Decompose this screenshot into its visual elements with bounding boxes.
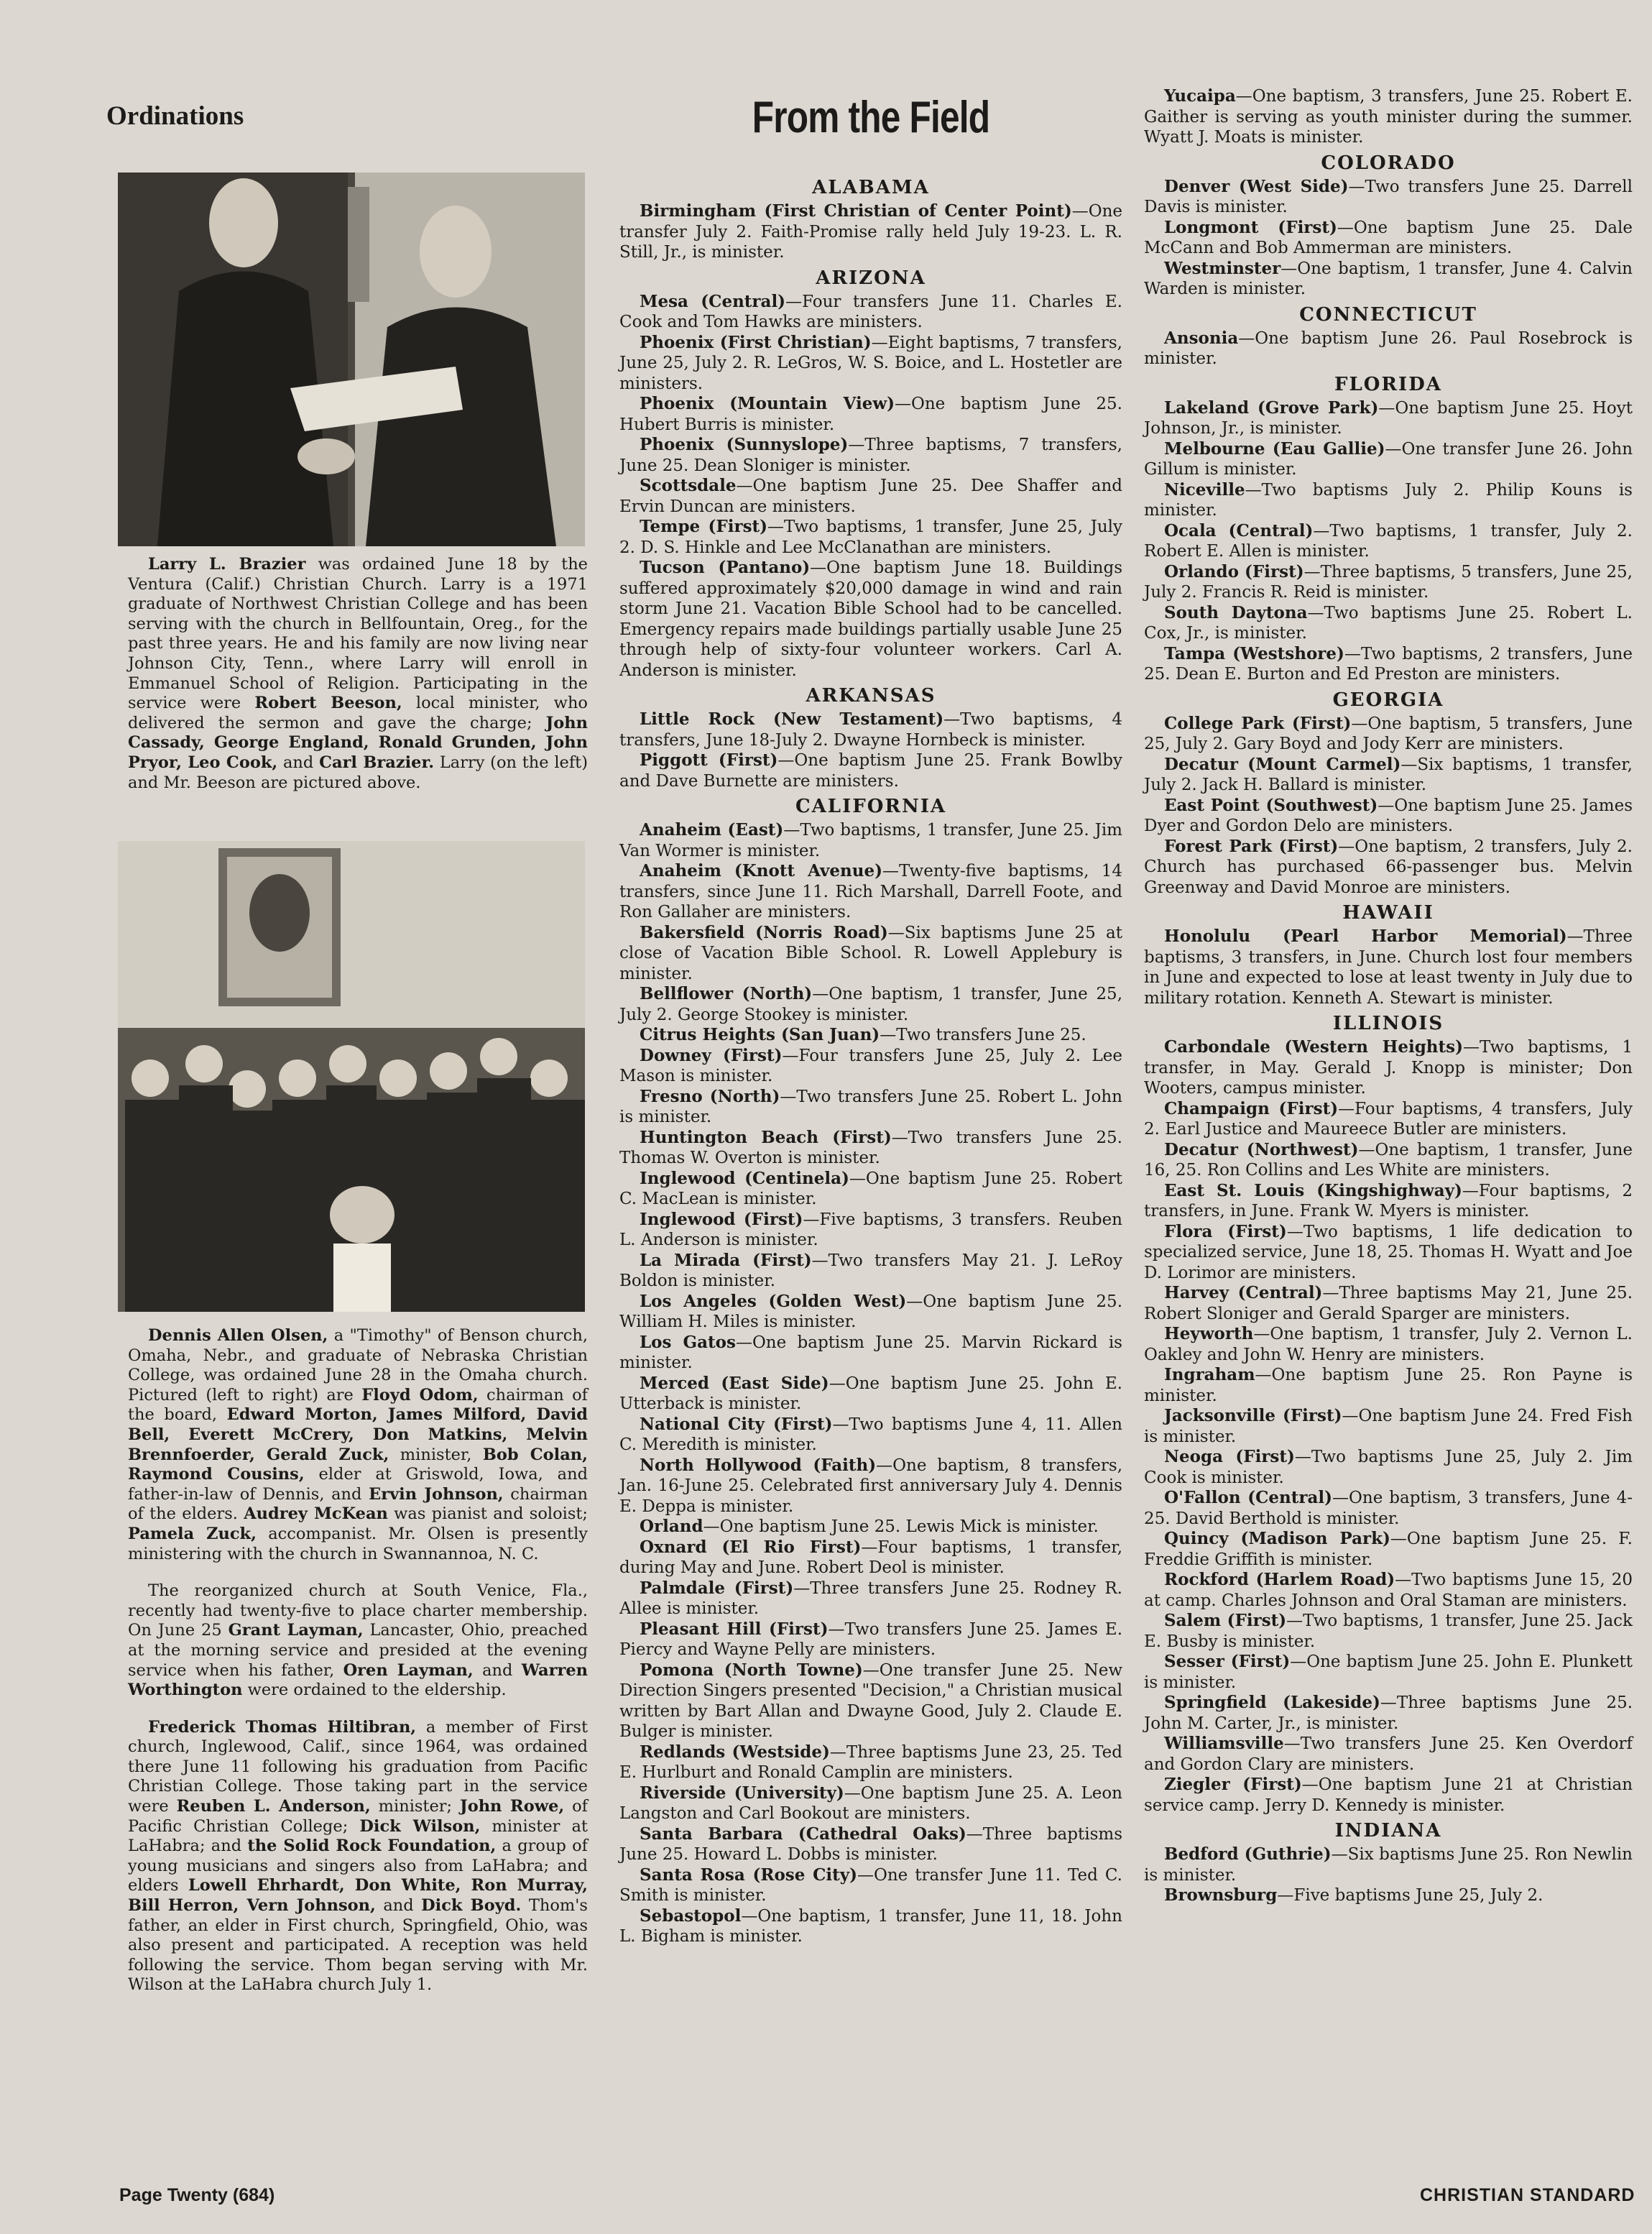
report-text: One baptism June 18. Buildings suffered approximately $20,000 damage in wind and rain storm June 21. Vacation Bible School had to be cancelled. Emergency repairs made buildings partially usable June 25 through help of sixty-four volunteer workers. Carl A. Anderson is minister. xyxy=(619,558,1122,680)
ordinations-heading: Ordinations xyxy=(106,101,244,131)
church-name: Neoga (First) xyxy=(1164,1447,1295,1466)
church-name: Los Angeles (Golden West) xyxy=(640,1291,907,1311)
church-report: Jacksonville (First)—One baptism June 24. Fred Fish is minister. xyxy=(1144,1406,1633,1446)
text-run: of Pacific Christian College; xyxy=(128,1797,589,1836)
report-text: One baptism, 1 transfer, July 2. Vernon L. Oakley and John W. Henry are ministers. xyxy=(1144,1325,1633,1364)
church-report: Oxnard (El Rio First)—Four baptisms, 1 transfer, during May and June. Robert Deol is minister. xyxy=(619,1537,1123,1577)
report-text: Three transfers June 25. Rodney R. Allee is minister. xyxy=(619,1578,1122,1618)
report-text: One baptism June 25. James Dyer and Gordon Delo are ministers. xyxy=(1144,796,1633,835)
church-name: Salem (First) xyxy=(1164,1611,1287,1630)
caption-brazier-text xyxy=(128,555,588,793)
church-name: Harvey (Central) xyxy=(1164,1283,1323,1302)
report-text: Two baptisms, 1 transfer, July 2. Robert E. Allen is minister. xyxy=(1144,521,1633,561)
church-name: Riverside (University) xyxy=(640,1783,844,1803)
church-report: Palmdale (First)—Three transfers June 25. Rodney R. Allee is minister. xyxy=(619,1578,1122,1618)
church-report: Pomona (North Towne)—One transfer June 25. New Direction Singers presented "Decision," a Christian musical written by Bart Allan and Dwayne Good, July 2. Claude E. Bulger is minister. xyxy=(619,1660,1123,1741)
church-report: Flora (First)—Two baptisms, 1 life dedication to specialized service, June 18, 25. Thomas H. Wyatt and Joe D. Lorimor are ministers. xyxy=(1144,1221,1633,1282)
church-report: Phoenix (First Christian)—Eight baptisms, 7 transfers, June 25, July 2. R. LeGros, W. S. Boice, and L. Hostetler are ministers. xyxy=(619,332,1122,393)
church-name: Longmont (First) xyxy=(1164,217,1337,237)
church-report: Harvey (Central)—Three baptisms May 21, June 25. Robert Sloniger and Gerald Sparger are ministers. xyxy=(1144,1283,1633,1323)
report-text: One transfer June 26. John Gillum is minister. xyxy=(1144,439,1633,479)
text-run: and xyxy=(473,1660,522,1680)
church-name: Little Rock (New Testament) xyxy=(640,709,944,729)
report-text: One baptism June 25. F. Freddie Griffith is minister. xyxy=(1144,1530,1633,1569)
church-report: Santa Barbara (Cathedral Oaks)—Three baptisms June 25. Howard L. Dobbs is minister. xyxy=(619,1824,1122,1864)
bold-name: the Solid Rock Foundation, xyxy=(247,1837,497,1856)
church-report: Inglewood (Centinela)—One baptism June 25. Robert C. MacLean is minister. xyxy=(619,1168,1122,1208)
church-name: Bedford (Guthrie) xyxy=(1164,1844,1332,1864)
report-text: One baptism June 25. Lewis Mick is minister. xyxy=(719,1517,1099,1536)
church-report: Neoga (First)—Two baptisms June 25, July 2. Jim Cook is minister. xyxy=(1144,1447,1633,1487)
report-text: Three baptisms June 25. Howard L. Dobbs is minister. xyxy=(619,1824,1122,1864)
report-text: One baptism June 26. Paul Rosebrock is minister. xyxy=(1144,328,1633,368)
church-name: Tucson (Pantano) xyxy=(640,558,811,577)
report-text: Two baptisms, 2 transfers, June 25. Dean E. Burton and Ed Preston are ministers. xyxy=(1144,644,1633,684)
report-text: Two transfers June 25. James E. Piercy and Wayne Pelly are ministers. xyxy=(619,1619,1123,1659)
report-text: Two transfers June 25. Ken Overdorf and Gordon Clary are ministers. xyxy=(1144,1734,1633,1774)
church-report: Tucson (Pantano)—One baptism June 18. Buildings suffered approximately $20,000 damage in wind and rain storm June 21. Vacation Bible School had to be cancelled. Emergency repairs made buildings partially usable June 25 through help of sixty-four volunteer workers. Carl A. Anderson is minister. xyxy=(619,558,1122,680)
report-text: Four transfers June 25, July 2. Lee Mason is minister. xyxy=(619,1046,1122,1085)
church-name: Bakersfield (Norris Road) xyxy=(640,922,888,942)
church-name: Bellflower (North) xyxy=(640,984,813,1003)
church-report: Pleasant Hill (First)—Two transfers June 25. James E. Piercy and Wayne Pelly are ministers. xyxy=(619,1619,1123,1659)
photo-olsen-image xyxy=(118,841,585,1312)
report-text: Four baptisms, 1 transfer, during May and June. Robert Deol is minister. xyxy=(619,1537,1123,1577)
church-report: Longmont (First)—One baptism June 25. Dale McCann and Bob Ammerman are ministers. xyxy=(1144,217,1633,257)
report-text: Four baptisms, 4 transfers, July 2. Earl Justice and Maureece Butler are ministers. xyxy=(1144,1099,1633,1139)
hiltibran-paragraph xyxy=(128,1718,588,1995)
report-text: One baptism, 3 transfers, June 25. Robert E. Gaither is serving as youth minister during the summer. Wyatt J. Moats is minister. xyxy=(1144,87,1633,147)
report-text: Six baptisms June 25 at close of Vacation Bible School. R. Lowell Applebury is minister. xyxy=(619,923,1122,983)
church-report: Westminster—One baptism, 1 transfer, June 4. Calvin Warden is minister. xyxy=(1144,258,1633,298)
church-report: East Point (Southwest)—One baptism June 25. James Dyer and Gordon Delo are ministers. xyxy=(1144,795,1633,835)
bold-name: Reuben L. Anderson, xyxy=(176,1797,371,1816)
church-report: Forest Park (First)—One baptism, 2 transfers, July 2. Church has purchased 66-passenger bus. Melvin Greenway and David Monroe are ministers. xyxy=(1144,836,1633,897)
bold-name: Oren Layman, xyxy=(343,1660,474,1680)
church-name: Palmdale (First) xyxy=(640,1578,794,1598)
report-text: One baptism June 24. Fred Fish is minister. xyxy=(1144,1407,1633,1446)
report-text: Three baptisms May 21, June 25. Robert Sloniger and Gerald Sparger are ministers. xyxy=(1144,1284,1633,1323)
church-name: O'Fallon (Central) xyxy=(1164,1488,1333,1507)
church-name: Mesa (Central) xyxy=(640,291,786,311)
church-report: Brownsburg—Five baptisms June 25, July 2. xyxy=(1164,1885,1543,1905)
state-heading: ILLINOIS xyxy=(1332,1013,1444,1034)
church-name: Scottsdale xyxy=(640,476,737,495)
state-heading: ARIZONA xyxy=(816,267,926,289)
church-report: Bellflower (North)—One baptism, 1 transfer, June 25, July 2. George Stookey is minister. xyxy=(619,984,1123,1024)
church-name: Denver (West Side) xyxy=(1164,176,1349,196)
church-name: Huntington Beach (First) xyxy=(640,1127,892,1147)
church-name: Pleasant Hill (First) xyxy=(640,1619,829,1639)
church-name: Sesser (First) xyxy=(1164,1652,1291,1671)
report-text: Two transfers June 25. Robert L. John is minister. xyxy=(619,1087,1122,1126)
church-report: Citrus Heights (San Juan)—Two transfers June 25. xyxy=(640,1025,1086,1044)
church-name: Decatur (Northwest) xyxy=(1164,1139,1359,1159)
report-text: One baptism June 25. Dee Shaffer and Ervin Duncan are ministers. xyxy=(619,477,1122,516)
church-report: Williamsville—Two transfers June 25. Ken Overdorf and Gordon Clary are ministers. xyxy=(1144,1734,1633,1774)
church-name: Jacksonville (First) xyxy=(1164,1406,1342,1425)
church-name: Niceville xyxy=(1164,479,1245,500)
church-report: Fresno (North)—Two transfers June 25. Robert L. John is minister. xyxy=(619,1086,1122,1126)
report-text: Two baptisms June 25, July 2. Jim Cook is minister. xyxy=(1144,1448,1633,1487)
church-report: Quincy (Madison Park)—One baptism June 25. F. Freddie Griffith is minister. xyxy=(1144,1529,1633,1569)
church-report: Los Gatos—One baptism June 25. Marvin Rickard is minister. xyxy=(619,1332,1122,1372)
text-run: was ordained June 18 by the Ventura (Calif.) Christian Church. Larry is a 1971 graduate of Northwest Christian College and has been serving with the church in Bellfountain, Oreg., for the past three years. He and his family are now living near Johnson City, Tenn., where Larry will enroll in Emmanuel School of Religion. Participating in the service were xyxy=(128,555,588,713)
text-run: minister; xyxy=(370,1797,461,1816)
text-run: and xyxy=(277,753,320,772)
church-report: Orland—One baptism June 25. Lewis Mick is minister. xyxy=(640,1517,1099,1536)
church-report: Redlands (Westside)—Three baptisms June 23, 25. Ted E. Hurlburt and Ronald Camplin are ministers. xyxy=(619,1742,1123,1782)
church-name: Los Gatos xyxy=(640,1332,736,1352)
bold-name: Pamela Zuck, xyxy=(128,1524,257,1543)
church-name: Anaheim (East) xyxy=(640,820,784,840)
report-text: One baptism June 25. John E. Plunkett is minister. xyxy=(1144,1652,1633,1692)
church-report: Downey (First)—Four transfers June 25, July 2. Lee Mason is minister. xyxy=(619,1045,1122,1085)
report-text: Four baptisms, 2 transfers, in June. Frank W. Myers is minister. xyxy=(1144,1181,1633,1221)
caption-olsen xyxy=(128,1326,588,2013)
text-run: Lancaster, Ohio, preached at the morning service and presided at the evening service when his father, xyxy=(128,1621,588,1680)
report-text: Twenty-five baptisms, 14 transfers, since June 11. Rich Marshall, Darrell Foote, and Ron Gallaher are ministers. xyxy=(619,862,1122,921)
church-name: Lakeland (Grove Park) xyxy=(1164,397,1379,418)
church-report: Inglewood (First)—Five baptisms, 3 transfers. Reuben L. Anderson is minister. xyxy=(619,1209,1122,1249)
text-run: local minister, who delivered the sermon and gave the charge; xyxy=(128,694,588,732)
report-text: Three baptisms, 3 transfers, in June. Church lost four members in June and expected to lose at least twenty in July due to military rotation. Kenneth A. Stewart is minister. xyxy=(1144,927,1633,1008)
church-name: Decatur (Mount Carmel) xyxy=(1164,754,1401,774)
church-report: Ingraham—One baptism June 25. Ron Payne is minister. xyxy=(1144,1365,1633,1405)
church-report: Niceville—Two baptisms July 2. Philip Kouns is minister. xyxy=(1144,479,1633,520)
text-run: chairman of the board, xyxy=(128,1385,588,1425)
state-heading: GEORGIA xyxy=(1332,689,1444,711)
text-run: a "Timothy" of Benson church, Omaha, Nebr., and graduate of Nebraska Christian College, was ordained June 28 in the Omaha church. Pictured (left to right) are xyxy=(128,1326,588,1405)
bold-name: John Rowe, xyxy=(460,1797,565,1816)
church-report: Carbondale (Western Heights)—Two baptisms, 1 transfer, in May. Gerald J. Knopp is minister; Don Wooters, campus minister. xyxy=(1144,1037,1633,1098)
bold-name: Ervin Johnson, xyxy=(369,1484,504,1504)
from-the-field-title: From the Field xyxy=(752,93,990,142)
report-text: One baptism, 8 transfers, Jan. 16-June 25. Celebrated first anniversary July 4. Dennis E. Deppa is minister. xyxy=(619,1456,1123,1516)
church-report: Birmingham (First Christian of Center Point)—One transfer July 2. Faith-Promise rally held July 19-23. L. R. Still, Jr., is minister. xyxy=(619,201,1122,262)
church-report: Heyworth—One baptism, 1 transfer, July 2. Vernon L. Oakley and John W. Henry are ministers. xyxy=(1144,1324,1633,1364)
church-report: Tempe (First)—Two baptisms, 1 transfer, June 25, July 2. D. S. Hinkle and Lee McClanathan are ministers. xyxy=(619,517,1122,557)
magazine-name: CHRISTIAN STANDARD xyxy=(1420,2185,1635,2205)
church-name: South Daytona xyxy=(1164,602,1308,622)
text-run: a member of First church, Inglewood, Calif., since 1964, was ordained there June 11 following his graduation from Pacific Christian College. Those taking part in the service were xyxy=(128,1717,588,1816)
church-name: Quincy (Madison Park) xyxy=(1164,1529,1390,1548)
church-report: Champaign (First)—Four baptisms, 4 transfers, July 2. Earl Justice and Maureece Butler are ministers. xyxy=(1144,1098,1633,1139)
text-run: elder at Griswold, Iowa, and father-in-law of Dennis, and xyxy=(128,1465,588,1504)
church-name: Williamsville xyxy=(1164,1734,1284,1753)
church-report: Decatur (Mount Carmel)—Six baptisms, 1 transfer, July 2. Jack H. Ballard is minister. xyxy=(1144,754,1633,794)
church-report: Little Rock (New Testament)—Two baptisms, 4 transfers, June 18-July 2. Dwayne Hornbeck is minister. xyxy=(619,709,1123,750)
state-heading: FLORIDA xyxy=(1334,373,1442,395)
report-text: One baptism June 25. William H. Miles is minister. xyxy=(619,1292,1123,1331)
church-report: Anaheim (East)—Two baptisms, 1 transfer, June 25. Jim Van Wormer is minister. xyxy=(619,820,1122,860)
church-name: Inglewood (First) xyxy=(640,1209,803,1229)
text-run: and xyxy=(375,1896,422,1916)
church-report: Lakeland (Grove Park)—One baptism June 25. Hoyt Johnson, Jr., is minister. xyxy=(1144,397,1633,438)
report-text: Two baptisms June 4, 11. Allen C. Meredith is minister. xyxy=(619,1415,1123,1454)
church-name: Redlands (Westside) xyxy=(640,1742,830,1762)
report-text: Three baptisms June 23, 25. Ted E. Hurlburt and Ronald Camplin are ministers. xyxy=(619,1742,1123,1782)
report-text: Two baptisms, 1 transfer, in May. Gerald J. Knopp is minister; Don Wooters, campus minister. xyxy=(1144,1038,1633,1098)
report-text: One baptism June 25. Hubert Burris is minister. xyxy=(619,395,1122,434)
church-report: Mesa (Central)—Four transfers June 11. Charles E. Cook and Tom Hawks are ministers. xyxy=(619,291,1122,331)
church-name: Ansonia xyxy=(1164,328,1239,348)
bold-name: Lowell Ehrhardt, Don White, Ron Murray, Bill Herron, Vern Johnson, xyxy=(128,1876,588,1916)
church-report: South Daytona—Two baptisms June 25. Robert L. Cox, Jr., is minister. xyxy=(1144,602,1633,643)
text-run: Thom's father, an elder in First church, Springfield, Ohio, was also present and participated. A reception was held following the service. Thom began serving with Mr. Wilson at the LaHabra church July 1. xyxy=(128,1896,588,1995)
state-heading: COLORADO xyxy=(1321,152,1456,174)
church-name: Carbondale (Western Heights) xyxy=(1164,1037,1463,1057)
state-heading: CONNECTICUT xyxy=(1299,303,1477,326)
bold-name: Frederick Thomas Hiltibran, xyxy=(148,1717,417,1737)
text-run: were ordained to the eldership. xyxy=(242,1681,507,1700)
church-report: College Park (First)—One baptism, 5 transfers, June 25, July 2. Gary Boyd and Jody Kerr are ministers. xyxy=(1144,713,1633,753)
report-text: One baptism, 3 transfers, June 4-25. David Berthold is minister. xyxy=(1144,1489,1633,1528)
state-heading: INDIANA xyxy=(1334,1820,1442,1842)
church-name: Ocala (Central) xyxy=(1164,520,1314,541)
church-report: Scottsdale—One baptism June 25. Dee Shaffer and Ervin Duncan are ministers. xyxy=(619,476,1122,516)
church-name: Pomona (North Towne) xyxy=(640,1660,863,1680)
bold-name: Grant Layman, xyxy=(228,1621,364,1640)
report-text: One baptism June 25. John E. Utterback is minister. xyxy=(619,1374,1122,1413)
church-report: Bakersfield (Norris Road)—Six baptisms June 25 at close of Vacation Bible School. R. Lowell Applebury is minister. xyxy=(619,922,1122,983)
report-text: Eight baptisms, 7 transfers, June 25, July 2. R. LeGros, W. S. Boice, and L. Hostetler are ministers. xyxy=(619,333,1122,393)
church-name: Ziegler (First) xyxy=(1164,1775,1302,1794)
report-text: One baptism June 25. Marvin Rickard is minister. xyxy=(619,1333,1122,1372)
church-name: Downey (First) xyxy=(640,1045,783,1065)
page-number: Page Twenty (684) xyxy=(119,2185,275,2205)
church-report: O'Fallon (Central)—One baptism, 3 transfers, June 4-25. David Berthold is minister. xyxy=(1144,1488,1633,1528)
church-name: Heyworth xyxy=(1164,1324,1254,1343)
church-report: Ansonia—One baptism June 26. Paul Rosebrock is minister. xyxy=(1144,328,1633,368)
report-text: One baptism, 1 transfer, June 4. Calvin Warden is minister. xyxy=(1144,259,1633,298)
text-run: chairman of the elders. xyxy=(128,1484,588,1524)
report-text: One baptism, 1 transfer, June 11, 18. John L. Bigham is minister. xyxy=(619,1906,1122,1946)
church-name: Inglewood (Centinela) xyxy=(640,1168,849,1188)
church-report: Denver (West Side)—Two transfers June 25. Darrell Davis is minister. xyxy=(1144,176,1633,216)
report-text: Six baptisms, 1 transfer, July 2. Jack H. Ballard is minister. xyxy=(1144,755,1633,794)
ordination-photo-brazier xyxy=(118,173,585,546)
church-report: Sesser (First)—One baptism June 25. John E. Plunkett is minister. xyxy=(1144,1652,1633,1692)
report-text: Two transfers June 25. Thomas W. Overton is minister. xyxy=(619,1128,1122,1167)
report-text: Three baptisms, 5 transfers, June 25, July 2. Francis R. Reid is minister. xyxy=(1144,562,1633,602)
church-name: National City (First) xyxy=(640,1414,833,1434)
church-name: Orlando (First) xyxy=(1164,561,1304,582)
state-heading: ALABAMA xyxy=(812,177,930,198)
report-text: One transfer June 11. Ted C. Smith is minister. xyxy=(619,1865,1122,1905)
church-name: Phoenix (Sunnyslope) xyxy=(640,435,849,454)
church-name: Ingraham xyxy=(1164,1365,1255,1384)
church-name: Champaign (First) xyxy=(1164,1098,1339,1118)
text-run: minister, xyxy=(389,1445,483,1464)
church-name: North Hollywood (Faith) xyxy=(640,1455,877,1475)
church-report: East St. Louis (Kingshighway)—Four baptisms, 2 transfers, in June. Frank W. Myers is minister. xyxy=(1144,1180,1633,1221)
church-name: Fresno (North) xyxy=(640,1086,780,1106)
report-text: Two baptisms, 1 transfer, June 25. Jim Van Wormer is minister. xyxy=(619,821,1122,860)
church-report: Tampa (Westshore)—Two baptisms, 2 transfers, June 25. Dean E. Burton and Ed Preston are ministers. xyxy=(1144,643,1633,684)
church-name: Westminster xyxy=(1164,258,1281,278)
report-text: One baptism, 2 transfers, July 2. Church has purchased 66-passenger bus. Melvin Greenway and David Monroe are ministers. xyxy=(1144,837,1633,897)
text-run: The reorganized church at South Venice, Fla., recently had twenty-five to place charter membership. On June 25 xyxy=(128,1581,588,1640)
church-name: Tampa (Westshore) xyxy=(1164,643,1344,663)
text-run: minister at LaHabra; and xyxy=(128,1816,588,1856)
church-name: Melbourne (Eau Gallie) xyxy=(1164,438,1385,459)
church-report: Los Angeles (Golden West)—One baptism June 25. William H. Miles is minister. xyxy=(619,1291,1123,1331)
church-name: La Mirada (First) xyxy=(640,1250,812,1270)
report-text: One baptism June 25. Frank Bowlby and Dave Burnette are ministers. xyxy=(619,751,1122,791)
report-text: Two baptisms July 2. Philip Kouns is minister. xyxy=(1144,480,1633,520)
church-report: Merced (East Side)—One baptism June 25. John E. Utterback is minister. xyxy=(619,1373,1122,1413)
church-name: Sebastopol xyxy=(640,1906,742,1926)
church-report: Yucaipa—One baptism, 3 transfers, June 25. Robert E. Gaither is serving as youth minister during the summer. Wyatt J. Moats is minister. xyxy=(1144,86,1633,147)
church-report: Melbourne (Eau Gallie)—One transfer June 26. John Gillum is minister. xyxy=(1144,438,1633,479)
church-report: National City (First)—Two baptisms June 4, 11. Allen C. Meredith is minister. xyxy=(619,1414,1123,1454)
caption-olsen-text xyxy=(128,1326,588,1564)
church-name: Citrus Heights (San Juan) xyxy=(640,1025,880,1044)
report-text: Two transfers June 25. xyxy=(896,1026,1086,1044)
report-text: One baptism June 25. Hoyt Johnson, Jr., is minister. xyxy=(1144,398,1633,438)
church-report: Phoenix (Sunnyslope)—Three baptisms, 7 transfers, June 25. Dean Sloniger is minister. xyxy=(619,435,1122,475)
bold-name: Larry L. Brazier xyxy=(148,555,306,574)
church-report: Ziegler (First)—One baptism June 21 at Christian service camp. Jerry D. Kennedy is minister. xyxy=(1144,1775,1633,1815)
report-text: Two baptisms, 1 life dedication to specialized service, June 18, 25. Thomas H. Wyatt and Joe D. Lorimor are ministers. xyxy=(1144,1222,1633,1282)
report-text: Five baptisms June 25, July 2. xyxy=(1293,1886,1543,1905)
church-name: Phoenix (First Christian) xyxy=(640,332,872,352)
church-name: East Point (Southwest) xyxy=(1164,795,1378,815)
church-report: Rockford (Harlem Road)—Two baptisms June 15, 20 at camp. Charles Johnson and Oral Staman are ministers. xyxy=(1144,1570,1633,1610)
bold-name: John Cassady, George England, Ronald Grunden, John Pryor, Leo Cook, xyxy=(128,713,588,772)
church-name: Santa Rosa (Rose City) xyxy=(640,1865,857,1885)
church-name: Anaheim (Knott Avenue) xyxy=(640,861,882,881)
state-heading: HAWAII xyxy=(1342,902,1434,924)
church-name: College Park (First) xyxy=(1164,713,1352,733)
church-name: Merced (East Side) xyxy=(640,1373,829,1393)
field-reports-middle xyxy=(619,173,1122,1947)
caption-brazier xyxy=(128,555,588,810)
report-text: One transfer June 25. New Direction Singers presented "Decision," a Christian musical written by Bart Allan and Dwayne Good, July 2. Claude E. Bulger is minister. xyxy=(619,1660,1123,1741)
bold-name: Edward Morton, James Milford, David Bell, Everett McCrery, Don Matkins, Melvin Brennfoerder, Gerald Zuck, xyxy=(128,1405,588,1464)
church-name: Phoenix (Mountain View) xyxy=(640,394,895,413)
report-text: One baptism, 5 transfers, June 25, July 2. Gary Boyd and Jody Kerr are ministers. xyxy=(1144,714,1633,753)
ordination-photo-olsen xyxy=(118,841,585,1312)
report-text: One baptism, 1 transfer, June 16, 25. Ron Collins and Les White are ministers. xyxy=(1144,1140,1633,1180)
report-text: Two transfers June 25. Darrell Davis is minister. xyxy=(1144,177,1633,216)
church-name: Piggott (First) xyxy=(640,750,778,770)
bold-name: Bob Colan, Raymond Cousins, xyxy=(128,1445,588,1484)
church-name: Flora (First) xyxy=(1164,1221,1287,1241)
report-text: Two transfers May 21. J. LeRoy Boldon is minister. xyxy=(619,1251,1122,1290)
church-report: Salem (First)—Two baptisms, 1 transfer, June 25. Jack E. Busby is minister. xyxy=(1144,1611,1633,1651)
church-name: East St. Louis (Kingshighway) xyxy=(1164,1180,1462,1200)
text-run: was pianist and soloist; xyxy=(387,1504,588,1524)
church-name: Rockford (Harlem Road) xyxy=(1164,1570,1395,1589)
report-text: Two baptisms, 1 transfer, June 25. Jack E. Busby is minister. xyxy=(1144,1612,1633,1651)
church-report: Phoenix (Mountain View)—One baptism June 25. Hubert Burris is minister. xyxy=(619,394,1122,434)
church-name: Brownsburg xyxy=(1164,1885,1278,1905)
photo-brazier-image xyxy=(118,173,585,546)
report-text: Two baptisms June 15, 20 at camp. Charles Johnson and Oral Staman are ministers. xyxy=(1144,1571,1633,1610)
church-report: Anaheim (Knott Avenue)—Twenty-five baptisms, 14 transfers, since June 11. Rich Marshall, Darrell Foote, and Ron Gallaher are ministers. xyxy=(619,861,1122,921)
church-report: Santa Rosa (Rose City)—One transfer June 11. Ted C. Smith is minister. xyxy=(619,1865,1122,1905)
church-report: Orlando (First)—Three baptisms, 5 transfers, June 25, July 2. Francis R. Reid is minister. xyxy=(1144,561,1633,602)
text-run: a group of young musicians and singers also from LaHabra; and elders xyxy=(128,1837,588,1895)
report-text: Two baptisms, 4 transfers, June 18-July 2. Dwayne Hornbeck is minister. xyxy=(619,710,1123,750)
church-report: Riverside (University)—One baptism June 25. A. Leon Langston and Carl Bookout are ministers. xyxy=(619,1783,1122,1823)
report-text: One baptism June 25. A. Leon Langston and Carl Bookout are ministers. xyxy=(619,1783,1122,1823)
bold-name: Floyd Odom, xyxy=(361,1385,479,1405)
report-text: Six baptisms June 25. Ron Newlin is minister. xyxy=(1144,1845,1633,1885)
report-text: Two baptisms June 25. Robert L. Cox, Jr., is minister. xyxy=(1144,603,1633,643)
church-name: Santa Barbara (Cathedral Oaks) xyxy=(640,1824,966,1844)
church-name: Honolulu (Pearl Harbor Memorial) xyxy=(1164,927,1567,946)
report-text: One baptism June 25. Ron Payne is minister. xyxy=(1144,1366,1633,1405)
church-name: Springfield (Lakeside) xyxy=(1164,1693,1380,1712)
church-name: Oxnard (El Rio First) xyxy=(640,1537,862,1557)
report-text: Four transfers June 11. Charles E. Cook and Tom Hawks are ministers. xyxy=(619,292,1122,331)
report-text: Two baptisms, 1 transfer, June 25, July 2. D. S. Hinkle and Lee McClanathan are ministers. xyxy=(619,518,1122,557)
church-name: Tempe (First) xyxy=(640,517,768,536)
text-run: accompanist. Mr. Olsen is presently ministering with the church in Swannannoa, N. C. xyxy=(128,1524,588,1563)
south-venice-paragraph xyxy=(128,1581,588,1701)
church-report: Bedford (Guthrie)—Six baptisms June 25. Ron Newlin is minister. xyxy=(1144,1844,1633,1885)
bold-name: Audrey McKean xyxy=(244,1504,388,1524)
church-report: La Mirada (First)—Two transfers May 21. J. LeRoy Boldon is minister. xyxy=(619,1250,1122,1290)
bold-name: Robert Beeson, xyxy=(254,694,402,713)
bold-name: Dick Boyd. xyxy=(421,1896,522,1916)
bold-name: Warren Worthington xyxy=(128,1660,588,1700)
report-text: One baptism, 1 transfer, June 25, July 2. George Stookey is minister. xyxy=(619,985,1123,1024)
church-report: Sebastopol—One baptism, 1 transfer, June 11, 18. John L. Bigham is minister. xyxy=(619,1906,1122,1946)
report-text: Three baptisms, 7 transfers, June 25. Dean Sloniger is minister. xyxy=(619,436,1122,475)
church-name: Orland xyxy=(640,1517,703,1536)
church-report: Piggott (First)—One baptism June 25. Frank Bowlby and Dave Burnette are ministers. xyxy=(619,750,1122,791)
church-name: Yucaipa xyxy=(1164,86,1236,106)
report-text: One baptism June 25. Robert C. MacLean is minister. xyxy=(619,1169,1122,1208)
church-report: North Hollywood (Faith)—One baptism, 8 transfers, Jan. 16-June 25. Celebrated first anniversary July 4. Dennis E. Deppa is minister. xyxy=(619,1455,1123,1516)
church-name: Forest Park (First) xyxy=(1164,836,1339,856)
bold-name: Carl Brazier. xyxy=(319,753,435,772)
state-heading: CALIFORNIA xyxy=(795,796,947,817)
report-text: One transfer July 2. Faith-Promise rally held July 19-23. L. R. Still, Jr., is minister. xyxy=(619,202,1122,262)
report-text: Three baptisms June 25. John M. Carter, Jr., is minister. xyxy=(1144,1693,1633,1733)
text-run: Larry (on the left) and Mr. Beeson are pictured above. xyxy=(128,753,589,792)
church-report: Honolulu (Pearl Harbor Memorial)—Three baptisms, 3 transfers, in June. Church lost four members in June and expected to lose at least twenty in July due to military rotation. Kenneth A. Stewart is minister. xyxy=(1144,927,1633,1008)
report-text: One baptism June 21 at Christian service camp. Jerry D. Kennedy is minister. xyxy=(1144,1775,1633,1815)
state-heading: ARKANSAS xyxy=(806,685,936,707)
church-report: Ocala (Central)—Two baptisms, 1 transfer, July 2. Robert E. Allen is minister. xyxy=(1144,520,1633,561)
report-text: Five baptisms, 3 transfers. Reuben L. Anderson is minister. xyxy=(619,1210,1122,1249)
church-report: Decatur (Northwest)—One baptism, 1 transfer, June 16, 25. Ron Collins and Les White are ministers. xyxy=(1144,1139,1633,1180)
church-name: Birmingham (First Christian of Center Point) xyxy=(640,201,1072,221)
report-text: One baptism June 25. Dale McCann and Bob Ammerman are ministers. xyxy=(1144,218,1633,257)
church-report: Springfield (Lakeside)—Three baptisms June 25. John M. Carter, Jr., is minister. xyxy=(1144,1693,1633,1733)
bold-name: Dick Wilson, xyxy=(359,1816,481,1836)
church-report: Huntington Beach (First)—Two transfers June 25. Thomas W. Overton is minister. xyxy=(619,1127,1122,1167)
field-reports-right xyxy=(1144,86,1633,1906)
bold-name: Dennis Allen Olsen, xyxy=(148,1326,328,1345)
